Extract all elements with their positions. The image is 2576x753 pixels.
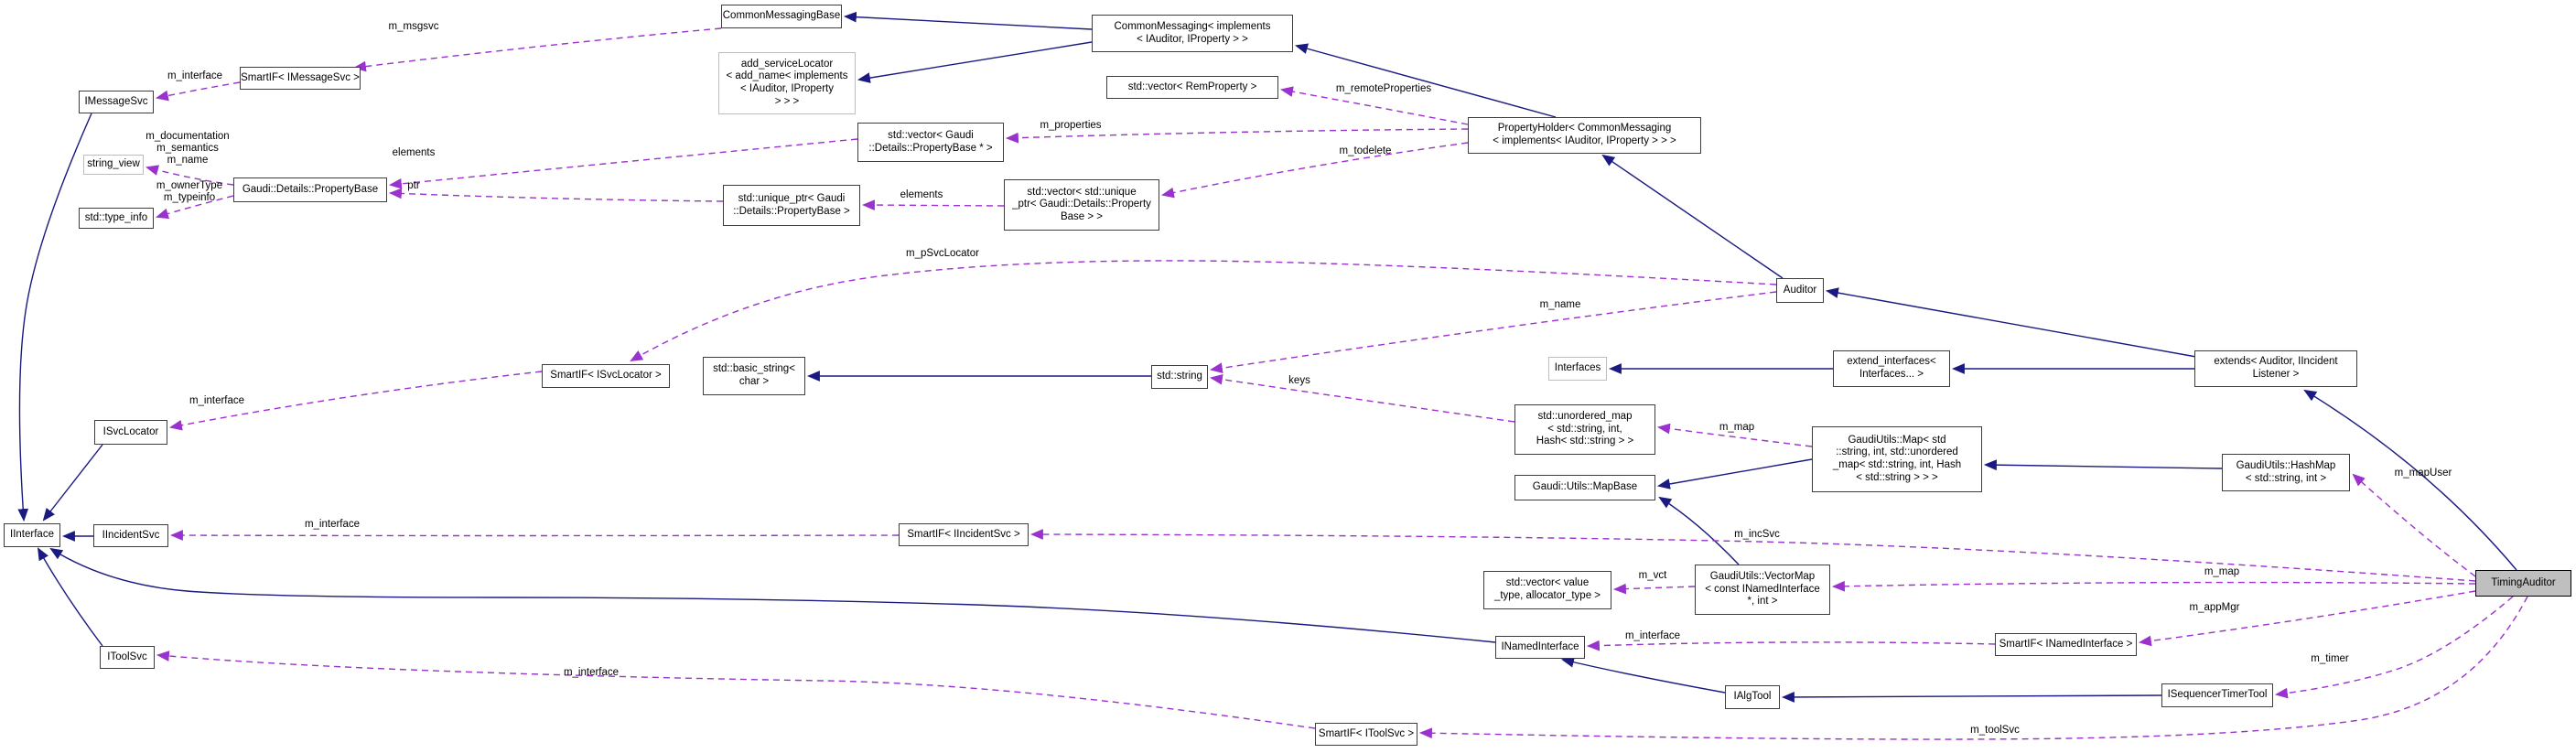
class-node-label: _map< std::string, int, Hash <box>1832 459 1962 470</box>
class-node-label: GaudiUtils::VectorMap <box>1709 571 1816 583</box>
edge-ialgtool-to-inamedinterface <box>1563 660 1725 693</box>
edge-isequencertimertool-to-ialgtool <box>1784 695 2161 697</box>
class-node-smartif-iincidentsvc[interactable] <box>899 523 1029 546</box>
class-node-label: ::Details::PropertyBase * > <box>868 142 993 154</box>
class-node-label: std::type_info <box>84 211 148 223</box>
edge-label-timingauditor-to-smartif-itoolsvc-0: m_toolSvc <box>1970 725 2020 736</box>
class-node-label: < IAuditor, IProperty > > <box>1137 33 1248 45</box>
edge-commonmessagingbase-to-smartif-imessagesvc <box>355 28 721 68</box>
class-node-label: IIncidentSvc <box>102 529 160 541</box>
edge-smartif-itoolsvc-to-itoolsvc <box>158 655 1315 728</box>
class-node-label: < std::string, int, <box>1547 423 1622 435</box>
edge-label-vectoruniqueptr-to-uniqueptr-0: elements <box>900 189 943 200</box>
edge-label-propertybase-to-stringview-1: m_semantics <box>156 143 219 154</box>
edge-timingauditor-to-isequencertimertool <box>2277 597 2513 694</box>
class-node-label: < const INamedInterface <box>1705 583 1820 595</box>
class-node-common-messaging-base[interactable] <box>721 5 842 28</box>
edge-isvclocator-to-iinterface <box>44 445 102 520</box>
class-node-string-view[interactable] <box>83 155 144 175</box>
edge-vectorpropertybaseptr-to-propertybase <box>391 139 857 185</box>
class-node-label: < std::string, int > <box>2245 472 2327 484</box>
class-node-common-messaging[interactable] <box>1092 15 1293 52</box>
class-node-smartif-inamedinterface[interactable] <box>1995 633 2137 656</box>
edge-timingauditor-to-smartif-inamedinterface <box>2140 591 2475 642</box>
class-node-label: std::vector< Gaudi <box>888 129 974 141</box>
class-node-gaudi-map[interactable] <box>1812 426 1982 492</box>
class-node-label: std::vector< value <box>1505 577 1590 589</box>
class-node-label: SmartIF< IMessageSvc > <box>241 71 360 83</box>
class-node-label: Auditor <box>1783 284 1817 296</box>
edge-label-smartif-iincidentsvc-to-iincidentsvc-0: m_interface <box>304 519 361 530</box>
class-node-label: Interfaces... > <box>1859 369 1924 380</box>
class-node-label: extends< Auditor, IIncident <box>2214 356 2338 368</box>
edge-commonmessaging-to-commonmessagingbase <box>846 16 1092 29</box>
class-node-label: TimingAuditor <box>2491 576 2556 588</box>
class-node-label: IToolSvc <box>107 651 147 662</box>
edge-label-unorderedmap-to-stdstring-0: keys <box>1288 375 1310 386</box>
edge-label-propertybase-to-typeinfo-0: m_ownerType <box>156 180 223 191</box>
class-node-basic-string[interactable] <box>703 357 805 395</box>
class-node-label: Gaudi::Details::PropertyBase <box>242 183 379 195</box>
class-node-vector-property-base-ptr[interactable] <box>857 123 1004 162</box>
edge-label-smartif-itoolsvc-to-itoolsvc-0: m_interface <box>563 667 620 678</box>
class-node-label: GaudiUtils::Map< std <box>1848 434 1946 446</box>
class-node-property-base[interactable] <box>233 177 387 202</box>
edge-label-timingauditor-to-smartif-iincidentsvc-0: m_incSvc <box>1734 529 1780 540</box>
class-node-timing-auditor[interactable] <box>2475 570 2571 597</box>
class-node-label: < std::string > > > <box>1856 471 1938 483</box>
class-node-vector-value-type[interactable] <box>1483 571 1611 609</box>
class-node-label: char > <box>738 376 770 387</box>
class-node-label: std::unique_ptr< Gaudi <box>738 192 846 204</box>
class-node-extend-interfaces[interactable] <box>1833 350 1950 387</box>
class-node-label: string_view <box>87 158 140 170</box>
edge-label-vectormap-to-vectorvaluetype-0: m_vct <box>1638 570 1667 581</box>
class-node-label: std::unordered_map <box>1537 411 1633 423</box>
class-node-label: < IAuditor, IProperty <box>740 83 834 94</box>
class-node-std-string[interactable] <box>1151 365 1208 389</box>
class-node-itoolsvc[interactable] <box>100 646 155 669</box>
edge-extends-to-auditor <box>1827 291 2196 357</box>
edge-label-timingauditor-to-smartif-inamedinterface-0: m_appMgr <box>2189 602 2240 613</box>
class-node-label: *, int > <box>1747 596 1778 608</box>
edge-label-timingauditor-to-vectormap-0: m_map <box>2204 566 2240 577</box>
edge-timingauditor-to-vectormap <box>1834 583 2475 586</box>
class-node-imessagesvc[interactable] <box>79 91 154 113</box>
edge-label-auditor-to-smartif-isvclocator-0: m_pSvcLocator <box>906 248 979 259</box>
edge-hashmap-to-gaudimap <box>1986 465 2222 468</box>
edge-label-timingauditor-to-hashmap-0: m_mapUser <box>2394 468 2452 479</box>
edge-auditor-to-smartif-isvclocator <box>631 261 1776 360</box>
class-node-iincidentsvc[interactable] <box>93 524 168 547</box>
edge-inamedinterface-to-iinterface <box>51 549 1495 642</box>
class-node-label: ISequencerTimerTool <box>2167 689 2268 701</box>
class-node-label: SmartIF< INamedInterface > <box>1999 638 2133 650</box>
class-node-label: IMessageSvc <box>84 95 148 107</box>
class-node-label: std::string <box>1157 371 1202 382</box>
class-node-smartif-itoolsvc[interactable] <box>1315 723 1417 746</box>
edge-propertyholder-to-vectorremproperty <box>1282 90 1468 124</box>
edge-imessagesvc-to-iinterface <box>19 113 92 520</box>
class-node-label: std::vector< RemProperty > <box>1127 81 1257 92</box>
class-node-label: CommonMessagingBase <box>722 10 841 22</box>
edge-label-propertybase-to-stringview-2: m_name <box>167 155 209 166</box>
edge-label-propertyholder-to-vectorpropertybaseptr-0: m_properties <box>1040 120 1102 131</box>
class-node-label: _type, allocator_type > <box>1493 590 1601 601</box>
class-node-vector-map[interactable] <box>1695 565 1830 615</box>
class-node-label: Interfaces <box>1554 362 1601 374</box>
class-node-interfaces[interactable] <box>1548 357 1607 381</box>
edge-label-vectorpropertybaseptr-to-propertybase-0: elements <box>392 147 436 158</box>
class-node-label: Base > > <box>1060 210 1104 222</box>
edge-vectormap-to-vectorvaluetype <box>1615 586 1695 589</box>
edge-smartif-imessagesvc-to-imessagesvc <box>157 82 240 98</box>
class-node-ialgtool[interactable] <box>1725 685 1780 709</box>
edge-label-gaudimap-to-unorderedmap-0: m_map <box>1719 422 1755 433</box>
edge-timingauditor-to-smartif-itoolsvc <box>1421 597 2527 739</box>
edge-commonmessaging-to-addservicelocator <box>859 42 1092 80</box>
class-node-unique-ptr[interactable] <box>723 185 860 226</box>
edge-uniqueptr-to-propertybase <box>391 193 723 201</box>
class-node-hash-map[interactable] <box>2222 454 2350 491</box>
edge-auditor-to-stdstring <box>1212 292 1776 370</box>
edge-label-commonmessagingbase-to-smartif-imessagesvc-0: m_msgsvc <box>388 21 439 32</box>
class-node-vector-rem-property[interactable] <box>1106 76 1278 99</box>
class-node-iinterface[interactable] <box>4 523 60 547</box>
class-node-map-base[interactable] <box>1514 475 1655 500</box>
class-node-smartif-isvclocator[interactable] <box>542 364 670 388</box>
edge-label-propertybase-to-typeinfo-1: m_typeinfo <box>163 192 216 203</box>
class-node-type-info[interactable] <box>79 208 154 229</box>
class-node-extends[interactable] <box>2194 350 2357 387</box>
class-node-label: ::string, int, std::unordered <box>1836 446 1958 458</box>
edge-label-uniqueptr-to-propertybase-0: ptr <box>407 180 420 191</box>
class-node-label: Hash< std::string > > <box>1536 436 1634 447</box>
edge-label-smartif-inamedinterface-to-inamedinterface-0: m_interface <box>1624 630 1681 641</box>
edge-label-smartif-imessagesvc-to-imessagesvc-0: m_interface <box>167 70 223 81</box>
edge-timingauditor-to-hashmap <box>2354 475 2475 576</box>
class-node-label: GaudiUtils::HashMap <box>2236 459 2336 471</box>
edge-auditor-to-propertyholder <box>1603 156 1783 278</box>
class-node-label: std::vector< std::unique <box>1027 186 1137 198</box>
class-node-label: < add_name< implements <box>726 70 848 82</box>
edge-label-propertyholder-to-vectorremproperty-0: m_remoteProperties <box>1335 83 1432 94</box>
edge-label-propertybase-to-stringview-0: m_documentation <box>146 131 230 142</box>
class-node-isequencertimertool[interactable] <box>2161 683 2273 707</box>
edge-label-auditor-to-stdstring-0: m_name <box>1539 299 1581 310</box>
class-node-add-service-locator[interactable] <box>718 52 856 114</box>
class-node-label: CommonMessaging< implements <box>1114 20 1271 32</box>
edge-label-propertyholder-to-vectoruniqueptr-0: m_todelete <box>1339 145 1392 156</box>
class-node-label: IInterface <box>10 529 54 541</box>
class-node-label: > > > <box>774 95 800 107</box>
class-node-label: SmartIF< IIncidentSvc > <box>907 528 1020 540</box>
class-node-label: Listener > <box>2252 369 2300 380</box>
edge-unorderedmap-to-stdstring <box>1212 378 1514 422</box>
class-node-label: SmartIF< IToolSvc > <box>1318 727 1415 739</box>
class-node-isvclocator[interactable] <box>94 420 167 445</box>
edge-vectoruniqueptr-to-uniqueptr <box>864 205 1004 206</box>
edge-itoolsvc-to-iinterface <box>38 549 102 646</box>
class-node-inamedinterface[interactable] <box>1495 636 1585 659</box>
edge-vectormap-to-mapbase <box>1660 498 1739 565</box>
edge-propertyholder-to-vectoruniqueptr <box>1163 143 1468 195</box>
class-node-label: add_serviceLocator <box>740 58 834 70</box>
class-node-vector-unique-ptr[interactable] <box>1004 179 1159 231</box>
class-node-label: < implements< IAuditor, IProperty > > > <box>1493 135 1676 146</box>
class-node-label: IAlgTool <box>1733 691 1772 703</box>
class-node-label: SmartIF< ISvcLocator > <box>550 370 662 382</box>
class-node-label: PropertyHolder< CommonMessaging <box>1497 123 1672 134</box>
class-node-auditor[interactable] <box>1776 278 1824 303</box>
edge-label-smartif-isvclocator-to-isvclocator-0: m_interface <box>189 395 245 406</box>
edge-smartif-inamedinterface-to-inamedinterface <box>1589 642 1995 646</box>
edge-propertyholder-to-commonmessaging <box>1297 46 1556 117</box>
class-node-unordered-map[interactable] <box>1514 404 1655 455</box>
class-node-label: ::Details::PropertyBase > <box>733 205 850 217</box>
class-node-smartif-imessagesvc[interactable] <box>240 67 361 90</box>
edge-gaudimap-to-mapbase <box>1659 459 1812 486</box>
edge-smartif-iincidentsvc-to-iincidentsvc <box>172 535 899 536</box>
class-node-label: _ptr< Gaudi::Details::Property <box>1012 199 1151 210</box>
class-node-property-holder[interactable] <box>1468 117 1701 154</box>
class-node-label: INamedInterface <box>1501 640 1579 652</box>
class-node-label: ISvcLocator <box>102 425 159 437</box>
edge-label-timingauditor-to-isequencertimertool-0: m_timer <box>2311 653 2349 664</box>
class-node-label: extend_interfaces< <box>1847 356 1936 368</box>
class-node-label: Gaudi::Utils::MapBase <box>1532 481 1638 493</box>
class-node-label: std::basic_string< <box>713 363 795 375</box>
